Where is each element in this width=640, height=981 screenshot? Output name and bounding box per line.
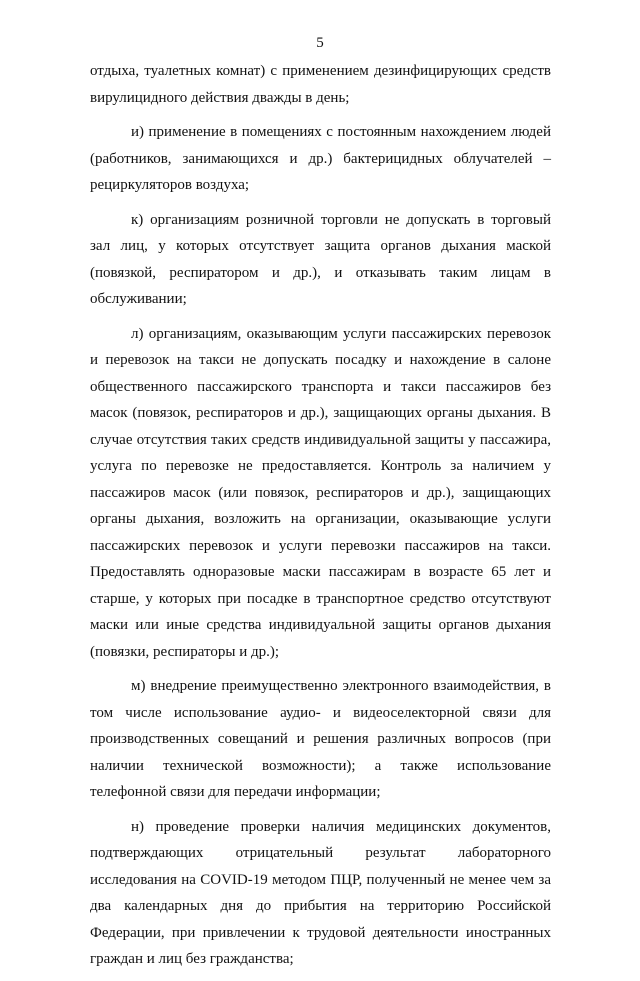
paragraph-item-n: н) проведение проверки наличия медицинских документов, подтверждающих отрицательный результат лабораторного исследования на COVID-19 методом ПЦР, полученный не менее чем за два календарных дня до прибытия на территорию Российской Федерации, при привлечении к трудовой деятельности иностранных граждан и лиц без гражданства; [90, 818, 551, 967]
document-body [90, 58, 551, 981]
page-number: 5 [316, 35, 324, 51]
paragraph-item-k: к) организациям розничной торговли не допускать в торговый зал лиц, у которых отсутствует защита органов дыхания маской (повязкой, респиратором и др.), и отказывать таким лицам в обслуживании; [90, 211, 551, 307]
paragraph-continuation: отдыха, туалетных комнат) с применением дезинфицирующих средств вирулицидного действия дважды в день; [90, 63, 551, 106]
paragraph-item-i: и) применение в помещениях с постоянным нахождением людей (работников, занимающихся и др.) бактерицидных облучателей – рециркуляторов воздуха; [90, 124, 551, 193]
paragraph-item-m: м) внедрение преимущественно электронного взаимодействия, в том числе использование аудио- и видеоселекторной связи для производственных совещаний и решения различных вопросов (при наличии технической возможности); а также использование телефонной связи для передачи информации; [90, 678, 551, 800]
paragraph-item-l: л) организациям, оказывающим услуги пассажирских перевозок и перевозок на такси не допускать посадку и нахождение в салоне общественного пассажирского транспорта и такси пассажиров без масок (повязок, респираторов и др.), защищающих органы дыхания. В случае отсутствия таких средств индивидуальной защиты у пассажира, услуга по перевозке не предоставляется. Контроль за наличием у пассажиров масок (или повязок, респираторов и др.), защищающих органы дыхания, возложить на организации, оказывающие услуги пассажирских перевозок и услуги перевозки пассажиров на такси. Предоставлять одноразовые маски пассажирам в возрасте 65 лет и старше, у которых при посадке в транспортное средство отсутствуют маски или иные средства индивидуальной защиты органов дыхания (повязки, респираторы и др.); [90, 325, 551, 660]
